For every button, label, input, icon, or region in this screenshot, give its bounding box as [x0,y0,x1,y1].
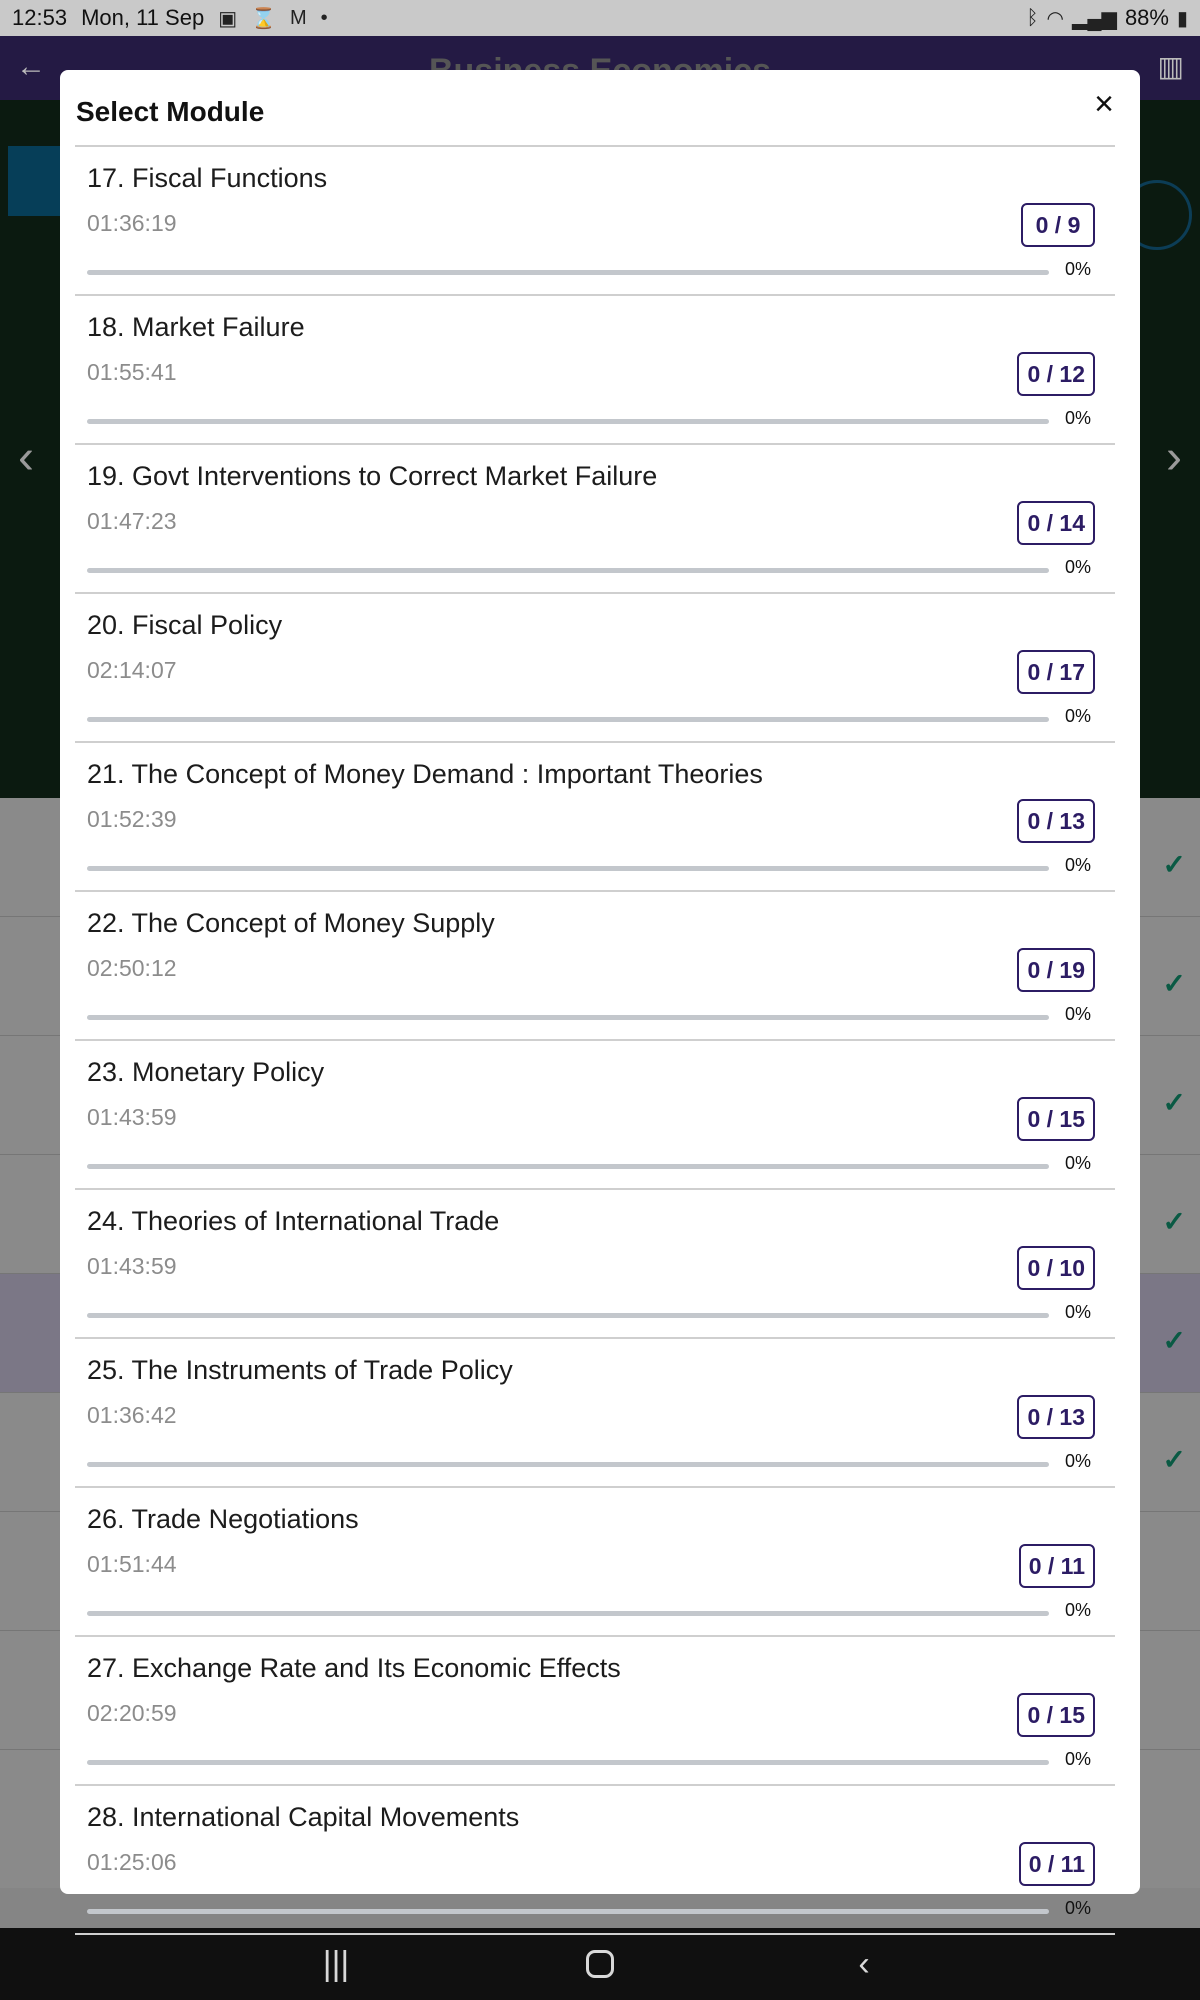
status-date: Mon, 11 Sep [81,5,205,30]
module-item[interactable] [75,743,1115,892]
module-duration: 01:36:19 [87,210,177,236]
check-icon: ✓ [1162,1206,1186,1237]
module-item[interactable] [75,1339,1115,1488]
hourglass-icon: ⌛ [251,7,276,30]
module-progress-badge: 0 / 13 [1017,799,1095,843]
previous-arrow-icon[interactable]: ‹ [18,431,34,484]
module-item[interactable] [75,147,1115,296]
battery-icon: ▮ [1176,7,1188,30]
progress-bar [87,1313,1049,1318]
close-button[interactable]: × [1094,85,1114,123]
module-duration: 01:47:23 [87,508,177,534]
module-name: 24. Theories of International Trade [87,1206,500,1236]
module-duration: 01:52:39 [87,806,177,832]
check-icon: ✓ [1162,1444,1186,1475]
module-percent: 0% [1064,1302,1091,1322]
progress-bar [87,568,1049,573]
module-item[interactable] [75,1786,1115,1935]
progress-bar [87,1164,1049,1169]
battery-percent: 88% [1124,5,1169,30]
progress-bar [87,1015,1049,1020]
module-item[interactable] [75,1637,1115,1786]
dot-icon: • [320,6,328,29]
module-name: 27. Exchange Rate and Its Economic Effects [87,1653,621,1683]
module-progress-badge: 0 / 11 [1019,1842,1095,1886]
module-duration: 01:55:41 [87,359,177,385]
module-percent: 0% [1064,855,1091,875]
check-icon: ✓ [1162,1325,1186,1356]
image-icon: ▣ [218,7,238,30]
progress-bar [87,717,1049,722]
module-item[interactable] [75,1041,1115,1190]
module-percent: 0% [1064,259,1091,279]
module-item[interactable] [75,1190,1115,1339]
module-progress-badge: 0 / 14 [1017,501,1095,545]
check-icon: ✓ [1162,849,1186,880]
home-icon[interactable] [586,1950,614,1978]
module-progress-badge: 0 / 19 [1017,948,1095,992]
module-name: 28. International Capital Movements [87,1802,520,1832]
check-icon: ✓ [1162,968,1186,999]
module-progress-badge: 0 / 12 [1017,352,1095,396]
module-name: 22. The Concept of Money Supply [87,908,495,938]
module-name: 18. Market Failure [87,312,305,342]
module-list [75,147,1115,1935]
module-duration: 01:51:44 [87,1551,177,1577]
dialog-header [60,70,1140,146]
module-name: 17. Fiscal Functions [87,163,328,193]
module-name: 19. Govt Interventions to Correct Market Failure [87,461,658,491]
module-name: 20. Fiscal Policy [87,610,283,640]
module-duration: 01:43:59 [87,1104,177,1130]
module-name: 25. The Instruments of Trade Policy [87,1355,513,1385]
module-progress-badge: 0 / 10 [1017,1246,1095,1290]
back-arrow-icon[interactable]: ← [16,50,46,83]
progress-bar [87,270,1049,275]
progress-bar [87,1760,1049,1765]
module-name: 26. Trade Negotiations [87,1504,359,1534]
module-name: 23. Monetary Policy [87,1057,325,1087]
module-percent: 0% [1064,1451,1091,1471]
module-progress-badge: 0 / 13 [1017,1395,1095,1439]
wifi-icon: ◠ [1046,7,1064,30]
module-name: 21. The Concept of Money Demand : Important Theories [87,759,763,789]
dialog-title: Select Module [76,96,265,127]
module-duration: 02:14:07 [87,657,177,683]
gmail-icon: M [290,6,307,29]
status-bar [0,0,1200,36]
book-icon[interactable]: ▥ [1157,51,1184,82]
module-progress-badge: 0 / 15 [1017,1097,1095,1141]
module-item[interactable] [75,594,1115,743]
module-percent: 0% [1064,706,1091,726]
module-percent: 0% [1064,1153,1091,1173]
module-duration: 01:25:06 [87,1849,177,1875]
module-percent: 0% [1064,1898,1091,1918]
module-item[interactable] [75,892,1115,1041]
module-percent: 0% [1064,1004,1091,1024]
status-time: 12:53 [12,5,68,30]
module-duration: 02:20:59 [87,1700,177,1726]
signal-icon: ▂▄▆ [1072,7,1117,30]
progress-bar [87,1611,1049,1616]
module-duration: 01:43:59 [87,1253,177,1279]
system-navigation-bar [0,1928,1200,2000]
module-progress-badge: 0 / 9 [1021,203,1095,247]
back-icon[interactable]: ‹ [858,1944,870,1983]
module-progress-badge: 0 / 11 [1019,1544,1095,1588]
progress-bar [87,419,1049,424]
module-item[interactable] [75,445,1115,594]
module-percent: 0% [1064,557,1091,577]
module-item[interactable] [75,1488,1115,1637]
module-progress-badge: 0 / 15 [1017,1693,1095,1737]
module-duration: 02:50:12 [87,955,177,981]
progress-bar [87,866,1049,871]
module-percent: 0% [1064,1600,1091,1620]
recent-apps-icon[interactable]: ||| [322,1944,350,1983]
module-item[interactable] [75,296,1115,445]
module-duration: 01:36:42 [87,1402,177,1428]
check-icon: ✓ [1162,1087,1186,1118]
next-arrow-icon[interactable]: › [1166,431,1182,484]
progress-bar [87,1909,1049,1914]
module-progress-badge: 0 / 17 [1017,650,1095,694]
module-percent: 0% [1064,408,1091,428]
select-module-dialog [60,70,1140,1918]
module-percent: 0% [1064,1749,1091,1769]
bluetooth-icon: ᛒ [1026,6,1039,29]
progress-bar [87,1462,1049,1467]
